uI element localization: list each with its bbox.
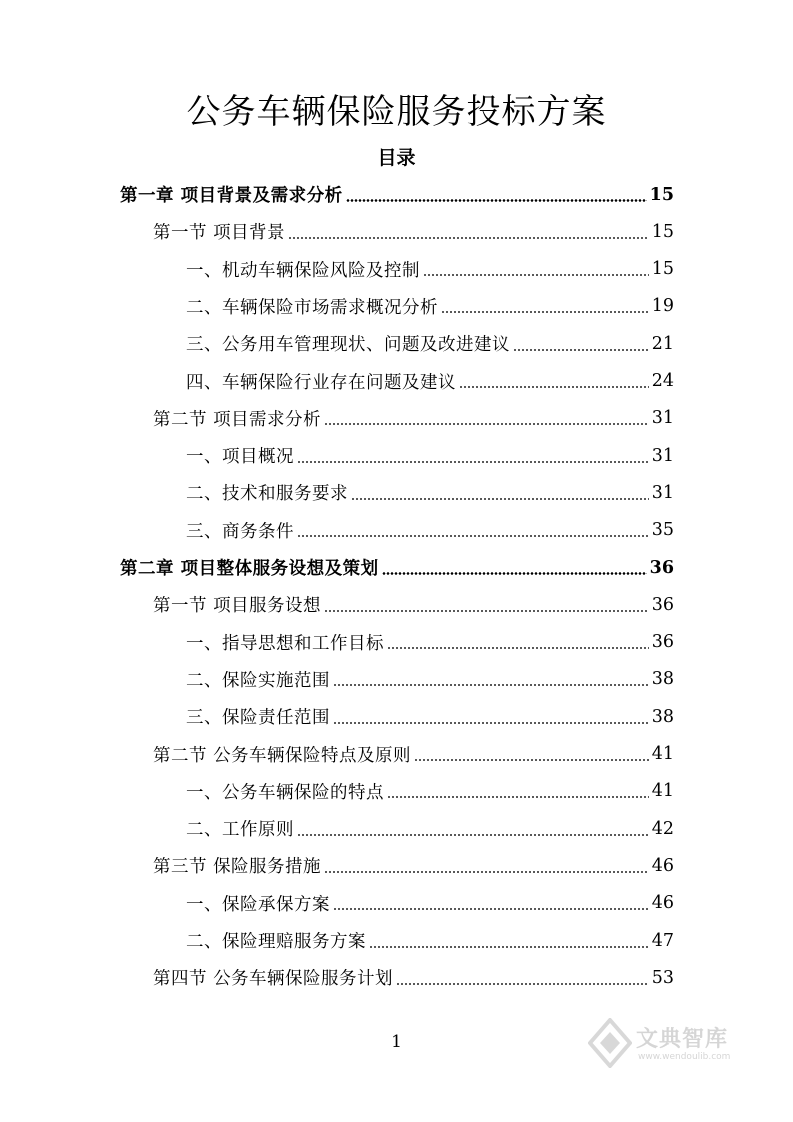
toc-entry-text: 第四节 公务车辆保险服务计划 (153, 969, 394, 990)
watermark-brand: 文典智库 (636, 1027, 729, 1052)
watermark (588, 1018, 768, 1074)
toc-entry-text: 二、保险理赔服务方案 (186, 932, 366, 952)
toc-entry[interactable] (0, 512, 793, 549)
toc-row (120, 549, 674, 586)
toc-row (186, 251, 674, 288)
toc-entry-page: 15 (649, 184, 674, 205)
toc-entry[interactable] (0, 959, 793, 996)
dot-leader (396, 983, 649, 985)
toc-entry[interactable] (0, 736, 793, 773)
dot-leader (369, 946, 649, 948)
toc-row (120, 176, 674, 213)
toc-entry[interactable] (0, 437, 793, 474)
toc-entry-text: 第二节 项目需求分析 (153, 409, 322, 430)
toc-entry-text: 第三节 保险服务措施 (153, 857, 322, 878)
dot-leader (382, 572, 647, 575)
page-number: 1 (391, 1032, 402, 1052)
toc-row (186, 922, 674, 959)
toc-row (186, 474, 674, 511)
toc-entry[interactable] (0, 885, 793, 922)
toc-entry[interactable] (0, 363, 793, 400)
dot-leader (513, 349, 649, 351)
dot-leader (414, 759, 649, 761)
toc-entry-page: 31 (651, 445, 674, 466)
toc-entry-text: 三、商务条件 (186, 521, 294, 542)
toc-entry[interactable] (0, 325, 793, 362)
dot-leader (288, 237, 649, 239)
toc-row (186, 512, 674, 549)
toc-entry-page: 36 (651, 632, 674, 653)
dot-leader (324, 871, 649, 873)
toc-row (153, 959, 674, 996)
dot-leader (333, 684, 649, 686)
toc-entry[interactable] (0, 176, 793, 213)
toc-entry-text: 二、车辆保险市场需求概况分析 (186, 297, 438, 318)
toc-row (186, 624, 674, 661)
dot-leader (441, 311, 649, 313)
dot-leader (387, 796, 649, 798)
toc-entry-text: 一、机动车辆保险风险及控制 (186, 260, 420, 281)
toc-entry-page: 36 (651, 594, 674, 615)
toc-entry-page: 31 (651, 482, 674, 503)
toc-entry-page: 46 (651, 893, 674, 914)
toc-entry-text: 二、技术和服务要求 (186, 484, 348, 505)
toc-row (186, 325, 674, 362)
toc-entry-text: 一、指导思想和工作目标 (186, 633, 384, 654)
toc-row (153, 213, 674, 250)
toc-row (153, 847, 674, 884)
toc-heading: 目录 (377, 147, 416, 169)
toc-entry-text: 三、保险责任范围 (186, 708, 330, 729)
dot-leader (459, 386, 649, 388)
toc-row (186, 437, 674, 474)
toc-entry-page: 47 (651, 930, 674, 951)
dot-leader (324, 610, 649, 612)
diamond-logo-icon (588, 1018, 632, 1068)
toc-entry[interactable] (0, 474, 793, 511)
dot-leader (297, 461, 649, 463)
toc-entry-text: 第一节 项目背景 (153, 223, 286, 244)
toc-entry-page: 53 (651, 967, 674, 988)
toc-entry-text: 一、保险承保方案 (186, 894, 330, 915)
dot-leader (333, 908, 649, 910)
toc-row (186, 810, 674, 847)
toc-entry[interactable] (0, 773, 793, 810)
toc-entry-text: 三、公务用车管理现状、问题及改进建议 (186, 335, 510, 356)
toc-entry-page: 35 (651, 520, 674, 541)
toc-entry-text: 第一节 项目服务设想 (153, 596, 322, 617)
toc-entry-text: 一、公务车辆保险的特点 (186, 782, 384, 803)
toc-row (153, 586, 674, 623)
toc-entry-page: 46 (651, 855, 674, 876)
toc-row (186, 698, 674, 735)
dot-leader (387, 647, 649, 649)
dot-leader (346, 199, 647, 202)
toc-entry[interactable] (0, 698, 793, 735)
dot-leader (333, 722, 649, 724)
watermark-url: www.wendoulib.com (638, 1052, 731, 1062)
toc-entry-text: 一、项目概况 (186, 447, 294, 468)
toc-entry-page: 38 (651, 669, 674, 690)
toc-entry[interactable] (0, 661, 793, 698)
toc-entry-page: 31 (651, 408, 674, 429)
toc-entry-text: 第二章 项目整体服务设想及策划 (120, 559, 379, 579)
toc-row (186, 288, 674, 325)
toc-row (186, 363, 674, 400)
toc-entry-text: 四、车辆保险行业存在问题及建议 (186, 372, 456, 393)
toc-row (186, 773, 674, 810)
toc-row (153, 400, 674, 437)
toc-entry[interactable] (0, 847, 793, 884)
dot-leader (297, 834, 649, 836)
toc-entry-page: 41 (651, 781, 674, 802)
toc-entry-page: 41 (651, 744, 674, 764)
dot-leader (297, 535, 649, 537)
toc-entry[interactable] (0, 213, 793, 250)
toc-entry[interactable] (0, 624, 793, 661)
toc-entry-page: 21 (651, 333, 674, 354)
toc-entry[interactable] (0, 288, 793, 325)
toc-entry-text: 二、工作原则 (186, 820, 294, 841)
toc-entry[interactable] (0, 586, 793, 623)
dot-leader (423, 274, 649, 276)
toc-entry[interactable] (0, 810, 793, 847)
document-title: 公务车辆保险服务投标方案 (186, 92, 607, 132)
toc-entry[interactable] (0, 549, 793, 586)
toc-entry-page: 36 (649, 557, 674, 578)
toc-row (153, 736, 674, 773)
toc-entry-page: 24 (651, 371, 674, 391)
toc-entry[interactable] (0, 400, 793, 437)
toc-entry-page: 19 (651, 296, 674, 317)
toc-entry-page: 38 (651, 706, 674, 727)
toc-entry-text: 第二节 公务车辆保险特点及原则 (153, 745, 412, 766)
toc-row (186, 885, 674, 922)
toc-entry-page: 42 (651, 818, 674, 839)
toc-entry[interactable] (0, 922, 793, 959)
toc-row (186, 661, 674, 698)
toc-entry-text: 二、保险实施范围 (186, 670, 330, 691)
toc-entry-page: 15 (651, 221, 674, 242)
toc-entry[interactable] (0, 251, 793, 288)
dot-leader (351, 498, 649, 500)
dot-leader (324, 423, 649, 425)
toc-entry-text: 第一章 项目背景及需求分析 (120, 186, 343, 206)
toc-entry-page: 15 (651, 259, 674, 280)
